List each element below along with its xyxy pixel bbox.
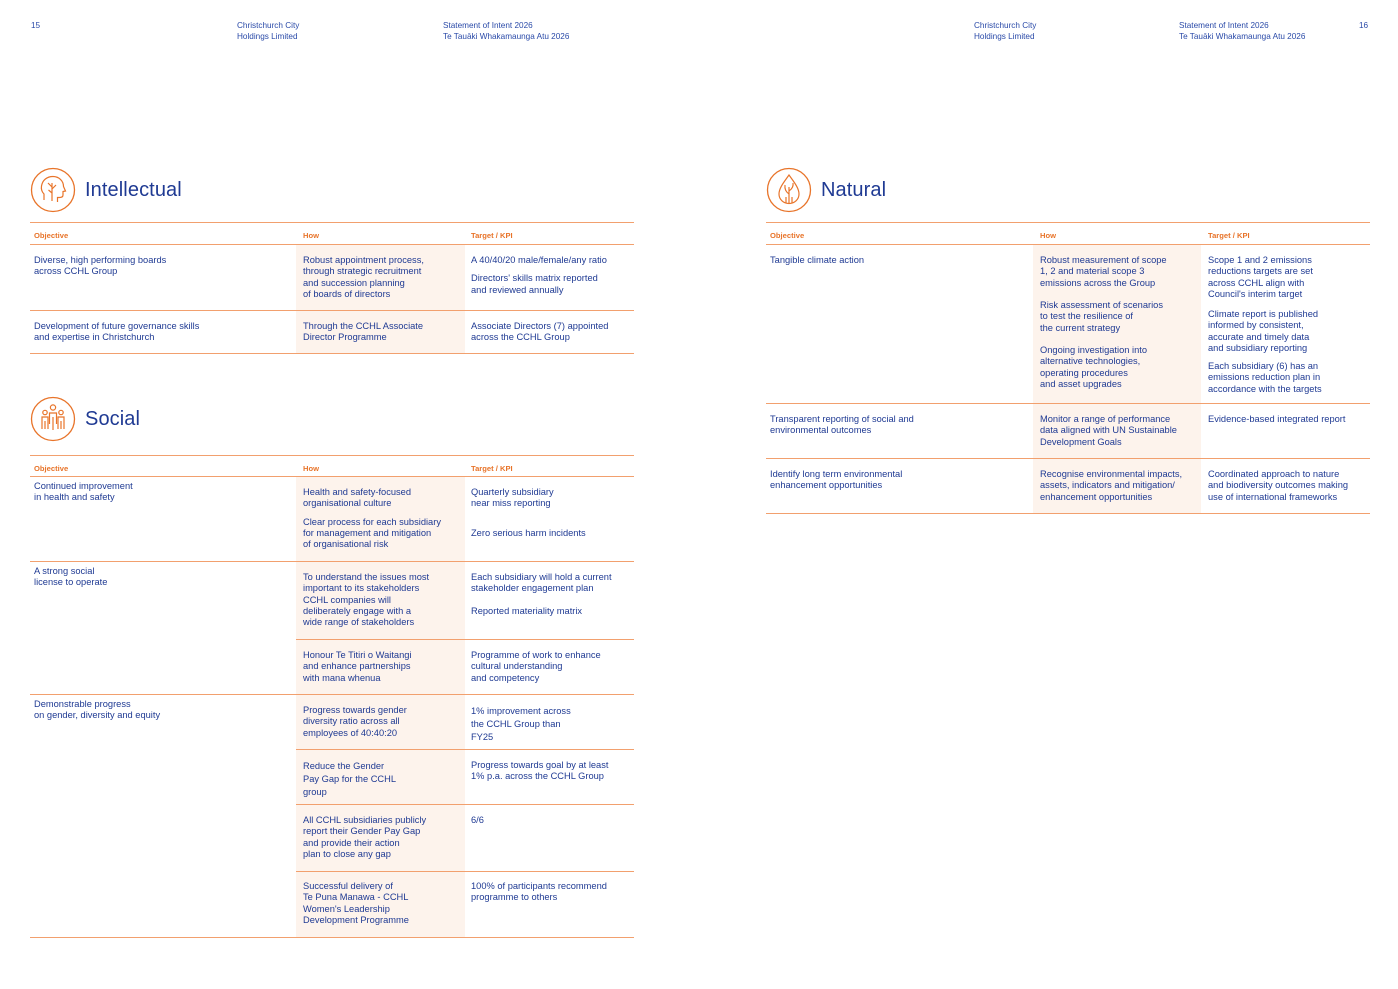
column-header-how: How <box>303 231 320 240</box>
target-cell: Zero serious harm incidents <box>471 528 586 538</box>
objective-cell: A strong social license to operate <box>34 566 108 588</box>
objective-cell: Demonstrable progress on gender, diversity and equity <box>34 699 161 721</box>
org-name-right: Christchurch City Holdings Limited <box>974 21 1037 41</box>
objective-cell: Diverse, high performing boards across CCHL Group <box>34 255 167 277</box>
org-name-left: Christchurch City Holdings Limited <box>237 21 300 41</box>
target-cell: 100% of participants recommend programme to others <box>471 881 607 903</box>
how-cell: Monitor a range of performance data aligned with UN Sustainable Development Goals <box>1040 414 1177 447</box>
table-rule <box>296 871 634 872</box>
how-cell: Robust appointment process, through strategic recruitment and succession planning of boards of directors <box>303 255 424 299</box>
section-title-natural: Natural <box>821 178 887 201</box>
target-cell: 1% improvement across the CCHL Group than FY25 <box>471 706 571 742</box>
section-heading-social <box>30 396 140 442</box>
table-rule <box>30 694 634 695</box>
how-cell: Recognise environmental impacts, assets, indicators and mitigation/ enhancement opportunities <box>1040 469 1183 502</box>
column-header-objective: Objective <box>34 231 69 240</box>
table-rule <box>766 244 1370 245</box>
intellectual-table <box>30 222 634 356</box>
how-cell: All CCHL subsidiaries publicly report their Gender Pay Gap and provide their action plan to close any gap <box>303 815 427 859</box>
table-rule <box>296 804 634 805</box>
table-rule <box>766 403 1370 404</box>
column-header-target: Target / KPI <box>471 464 513 473</box>
objective-cell: Transparent reporting of social and environmental outcomes <box>770 414 914 436</box>
table-rule <box>766 222 1370 223</box>
section-title-intellectual: Intellectual <box>85 178 182 201</box>
target-cell: Each subsidiary will hold a current stakeholder engagement plan <box>471 572 612 594</box>
table-rule <box>30 476 634 477</box>
table-rule <box>30 455 634 456</box>
target-cell: 6/6 <box>471 815 484 825</box>
objective-cell: Tangible climate action <box>770 255 865 265</box>
how-cell: Ongoing investigation into alternative technologies, operating procedures and asset upgrades <box>1040 345 1147 389</box>
table-rule <box>296 639 634 640</box>
objective-cell: Continued improvement in health and safety <box>34 481 133 503</box>
column-header-objective: Objective <box>34 464 69 473</box>
how-cell: To understand the issues most important to its stakeholders CCHL companies will deliberately engage with a wide range of stakeholders <box>303 572 430 628</box>
section-heading-natural <box>766 167 886 213</box>
column-header-objective: Objective <box>770 231 805 240</box>
how-cell: Successful delivery of Te Puna Manawa - CCHL Women's Leadership Development Programme <box>303 881 409 925</box>
target-cell: Scope 1 and 2 emissions reductions targets are set across CCHL align with Council's interim target <box>1208 255 1313 299</box>
objective-cell: Identify long term environmental enhancement opportunities <box>770 469 903 491</box>
how-cell: Robust measurement of scope 1, 2 and material scope 3 emissions across the Group <box>1040 255 1167 288</box>
how-cell: Progress towards gender diversity ratio across all employees of 40:40:20 <box>303 705 407 738</box>
doc-title-right: Statement of Intent 2026 Te Tauāki Whakamaunga Atu 2026 <box>1179 21 1306 41</box>
target-cell: Associate Directors (7) appointed across the CCHL Group <box>471 321 609 343</box>
target-cell: Each subsidiary (6) has an emissions reduction plan in accordance with the targets <box>1208 361 1322 394</box>
column-header-target: Target / KPI <box>1208 231 1250 240</box>
table-rule <box>30 222 634 223</box>
objective-cell: Development of future governance skills and expertise in Christchurch <box>34 321 200 343</box>
table-rule <box>30 937 634 938</box>
doc-title-left: Statement of Intent 2026 Te Tauāki Whakamaunga Atu 2026 <box>443 21 570 41</box>
target-cell: Progress towards goal by at least 1% p.a. across the CCHL Group <box>471 760 609 782</box>
how-cell: Risk assessment of scenarios to test the resilience of the current strategy <box>1040 300 1163 333</box>
table-rule <box>30 353 634 354</box>
column-header-how: How <box>1040 231 1057 240</box>
people-group-icon <box>30 396 76 442</box>
natural-table <box>766 222 1370 516</box>
how-cell: Honour Te Titiri o Waitangi and enhance partnerships with mana whenua <box>303 650 412 683</box>
head-tree-icon <box>30 167 76 213</box>
table-rule <box>296 749 634 750</box>
water-drop-plant-icon <box>766 167 812 213</box>
target-cell: Quarterly subsidiary near miss reporting <box>471 487 554 509</box>
column-header-how: How <box>303 464 320 473</box>
table-rule <box>30 561 634 562</box>
section-title-social: Social <box>85 407 141 430</box>
table-rule <box>766 513 1370 514</box>
target-cell: Evidence-based integrated report <box>1208 414 1346 424</box>
target-cell: Reported materiality matrix <box>471 606 583 616</box>
section-heading-intellectual <box>30 167 182 213</box>
target-cell: Climate report is published informed by consistent, accurate and timely data and subsidiary reporting <box>1208 309 1319 353</box>
how-cell: Reduce the Gender Pay Gap for the CCHL group <box>303 761 397 797</box>
page-number-left: 15 <box>31 21 41 30</box>
how-cell: Through the CCHL Associate Director Programme <box>303 321 424 343</box>
how-cell: Health and safety-focused organisational culture Clear process for each subsidiary for management and mitigation of organisational risk <box>303 487 441 550</box>
target-cell: Coordinated approach to nature and biodiversity outcomes making use of international frameworks <box>1208 469 1349 502</box>
page-number-right: 16 <box>1359 21 1369 30</box>
target-cell: Programme of work to enhance cultural understanding and competency <box>471 650 601 683</box>
column-header-target: Target / KPI <box>471 231 513 240</box>
social-table <box>30 455 634 940</box>
table-rule <box>30 310 634 311</box>
table-rule <box>30 244 634 245</box>
table-rule <box>766 458 1370 459</box>
target-cell: A 40/40/20 male/female/any ratio Directors' skills matrix reported and reviewed annually <box>471 255 607 295</box>
